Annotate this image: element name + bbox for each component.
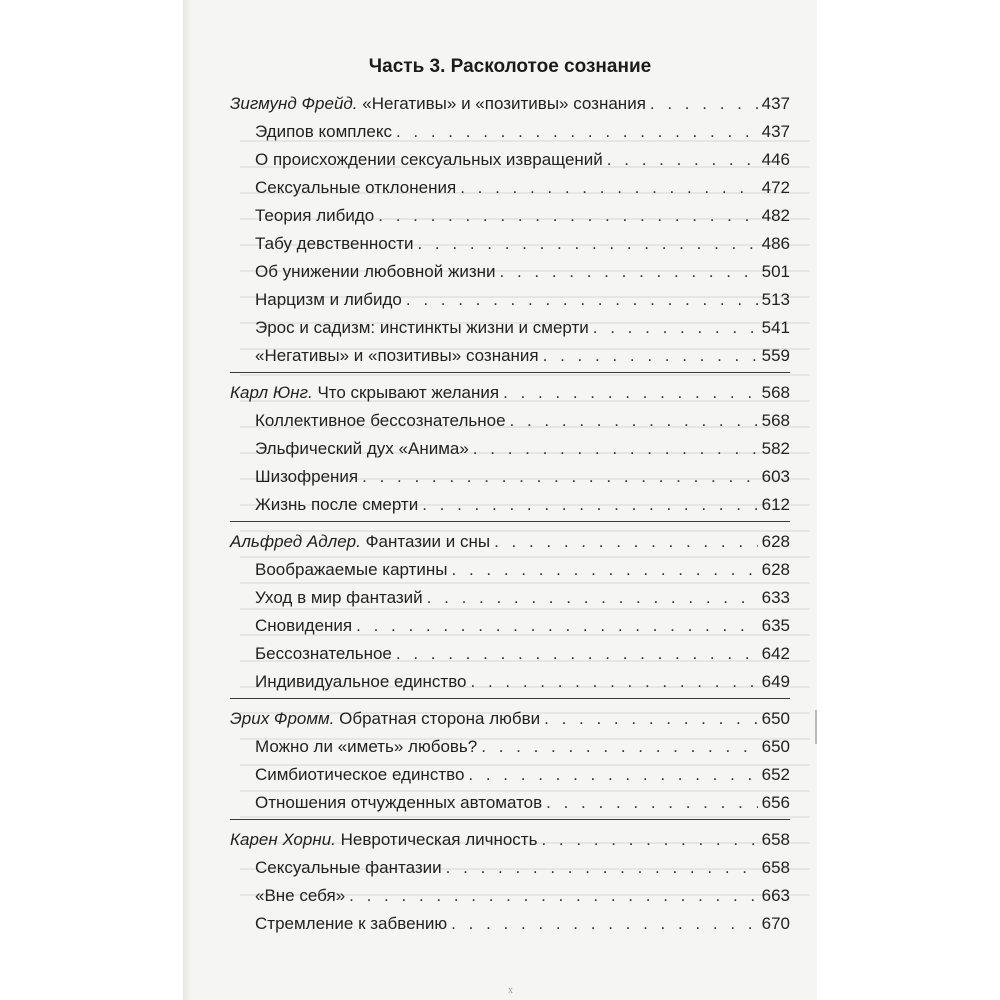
entry-label: Бессознательное [255,644,392,663]
toc-entry [230,230,790,258]
page-number: 628 [761,532,790,551]
page-number: 633 [761,588,790,607]
dot-leader [544,705,757,733]
entry-label: Коллективное бессознательное [255,411,506,430]
section-divider [230,372,790,373]
toc-section-heading [230,705,790,733]
dot-leader [607,146,758,174]
toc-entry [230,789,790,817]
section-title: «Негативы» и «позитивы» сознания [362,94,646,113]
page-footer-mark: x [508,985,513,996]
toc-section-adler [230,528,790,699]
page-number: 670 [761,914,790,933]
dot-leader [378,202,757,230]
page-number: 486 [761,234,790,253]
toc-heading-label [230,528,490,556]
page-number: 663 [761,886,790,905]
author-name: Карл Юнг. [230,383,313,402]
dot-leader [481,733,757,761]
page-number: 628 [761,560,790,579]
dot-leader [473,435,758,463]
toc-section-jung [230,379,790,522]
entry-label: Можно ли «иметь» любовь? [255,737,478,756]
entry-label: Эльфический дух «Анима» [255,439,469,458]
page-number: 652 [761,765,790,784]
dot-leader [503,379,758,407]
entry-label: Сексуальные фантазии [255,858,442,877]
dot-leader [417,230,757,258]
entry-label: Стремление к забвению [255,914,448,933]
entry-label: Шизофрения [255,467,359,486]
dot-leader [546,789,757,817]
entry-label: Нарцизм и либидо [255,290,402,309]
dot-leader [460,174,757,202]
page-number: 437 [761,122,790,141]
dot-leader [349,882,757,910]
toc-entry [230,407,790,435]
page-number: 482 [761,206,790,225]
entry-label: О происхождении сексуальных извращений [255,150,603,169]
entry-label: Об унижении любовной жизни [255,262,496,281]
entry-label: Сновидения [255,616,353,635]
entry-label: «Негативы» и «позитивы» сознания [255,346,539,365]
toc-entry [230,584,790,612]
page-number: 635 [761,616,790,635]
dot-leader [541,826,757,854]
toc-section-heading [230,90,790,118]
toc-entry [230,174,790,202]
section-divider [230,521,790,522]
toc-entry [230,463,790,491]
author-name: Карен Хорни. [230,830,336,849]
page-number: 559 [761,346,790,365]
toc-entry [230,118,790,146]
page-number: 649 [761,672,790,691]
page-number: 513 [761,290,790,309]
dot-leader [650,90,758,118]
author-name: Альфред Адлер. [230,532,361,551]
dot-leader [396,118,758,146]
page-gutter-shadow [183,0,191,1000]
entry-label: Симбиотическое единство [255,765,465,784]
author-name: Эрих Фромм. [230,709,335,728]
dot-leader [510,407,758,435]
page-edge-mark [815,710,817,744]
entry-label: Эдипов комплекс [255,122,392,141]
section-divider [230,698,790,699]
toc-heading-label [230,705,540,733]
toc-entry [230,612,790,640]
toc-entry [230,733,790,761]
page-number: 541 [761,318,790,337]
toc-entry [230,910,790,938]
toc-entry [230,491,790,519]
section-divider [230,819,790,820]
page-number: 568 [761,383,790,402]
page-number: 582 [761,439,790,458]
toc-entry [230,258,790,286]
dot-leader [362,463,758,491]
dot-leader [494,528,758,556]
page-number: 642 [761,644,790,663]
entry-label: Индивидуальное единство [255,672,467,691]
toc-heading-label [230,826,537,854]
page-number: 501 [761,262,790,281]
table-of-contents [230,90,790,938]
entry-label: Жизнь после смерти [255,495,419,514]
section-title: Невротическая личность [340,830,538,849]
dot-leader [468,761,757,789]
dot-leader [452,556,758,584]
toc-entry [230,556,790,584]
section-title: Фантазии и сны [365,532,491,551]
toc-entry [230,854,790,882]
dot-leader [500,258,758,286]
toc-entry [230,202,790,230]
section-title: Что скрывают желания [317,383,500,402]
entry-label: Теория либидо [255,206,375,225]
toc-section-heading [230,826,790,854]
toc-entry [230,640,790,668]
page-number: 446 [761,150,790,169]
dot-leader [406,286,758,314]
toc-entry [230,761,790,789]
toc-section-fromm [230,705,790,820]
toc-section-heading [230,528,790,556]
dot-leader [471,668,758,696]
page-number: 603 [761,467,790,486]
dot-leader [422,491,757,519]
page-number: 658 [761,858,790,877]
toc-entry [230,314,790,342]
toc-entry [230,882,790,910]
page-number: 650 [761,709,790,728]
chapter-title: Часть 3. Расколотое сознание [368,56,652,77]
section-title: Обратная сторона любви [339,709,541,728]
toc-heading-label [230,379,499,407]
entry-label: Эрос и садизм: инстинкты жизни и смерти [255,318,589,337]
toc-heading-label [230,90,646,118]
toc-entry [230,146,790,174]
page-number: 437 [761,94,790,113]
dot-leader [396,640,758,668]
toc-section-heading [230,379,790,407]
page-number: 658 [761,830,790,849]
dot-leader [446,854,758,882]
entry-label: Сексуальные отклонения [255,178,457,197]
entry-label: Табу девственности [255,234,414,253]
entry-label: Отношения отчужденных автоматов [255,793,543,812]
page-number: 650 [761,737,790,756]
toc-entry [230,435,790,463]
entry-label: Уход в мир фантазий [255,588,423,607]
toc-section-horney [230,826,790,938]
dot-leader [543,342,758,370]
dot-leader [356,612,758,640]
page-number: 612 [761,495,790,514]
toc-entry [230,668,790,696]
page-number: 656 [761,793,790,812]
entry-label: «Вне себя» [255,886,346,905]
toc-section-freud [230,90,790,373]
page-number: 568 [761,411,790,430]
dot-leader [427,584,758,612]
author-name: Зигмунд Фрейд. [230,94,358,113]
toc-entry [230,342,790,370]
dot-leader [593,314,758,342]
dot-leader [451,910,757,938]
page-number: 472 [761,178,790,197]
toc-entry [230,286,790,314]
entry-label: Воображаемые картины [255,560,448,579]
